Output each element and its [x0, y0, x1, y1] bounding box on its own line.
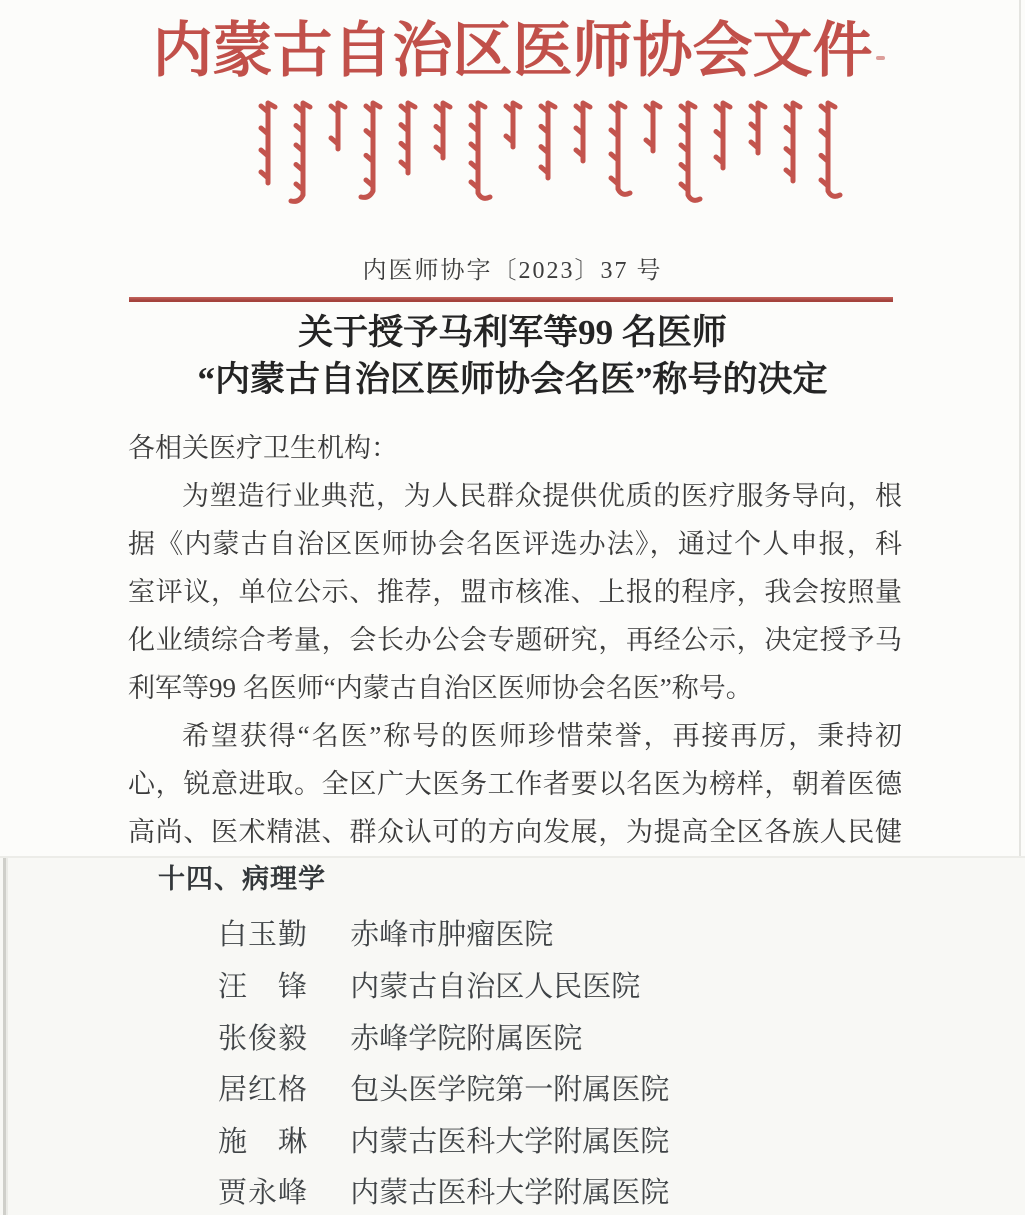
doctor-hospital: 内蒙古医科大学附属医院 — [350, 1177, 670, 1209]
paragraph2-line: 心，锐意进取。全区广大医务工作者要以名医为榜样，朝着医德 — [128, 769, 902, 799]
doctor-row — [218, 1074, 669, 1106]
mongolian-word-glyph — [611, 103, 630, 194]
decision-title-line2: “内蒙古自治区医师协会名医”称号的决定 — [197, 360, 828, 399]
mongolian-word-glyph — [261, 103, 275, 183]
doctor-row — [218, 919, 553, 951]
mongolian-word-glyph — [821, 103, 840, 196]
paragraph2-line: 希望获得“名医”称号的医师珍惜荣誉，再接再厉，秉持初 — [182, 721, 902, 751]
paragraph1-line: 化业绩综合考量，会长办公会专题研究，再经公示，决定授予马 — [128, 625, 902, 655]
mongolian-word-glyph — [751, 103, 765, 153]
document-body — [128, 424, 902, 856]
doctor-row — [218, 1023, 582, 1055]
red-separator-rule — [129, 297, 893, 302]
paragraph1-line: 据《内蒙古自治区医师协会名医评选办法》，通过个人申报，科 — [128, 529, 902, 559]
mongolian-word-glyph — [786, 103, 800, 181]
mongolian-word-glyph — [716, 103, 730, 168]
paragraph1-line: 室评议，单位公示、推荐，盟市核准、上报的程序，我会按照量 — [128, 577, 902, 607]
mongolian-word-glyph — [361, 103, 380, 197]
paragraph1-line: 利军等99 名医师“内蒙古自治区医师协会名医”称号。 — [128, 673, 753, 703]
mongolian-word-glyph — [541, 103, 555, 178]
doctor-hospital: 内蒙古自治区人民医院 — [350, 971, 641, 1003]
mongolian-word-glyph — [331, 103, 345, 149]
doctor-name: 居红格 — [218, 1074, 309, 1106]
doctor-hospital: 赤峰学院附属医院 — [350, 1023, 583, 1055]
doctor-hospital: 包头医学院第一附属医院 — [350, 1074, 670, 1106]
mongolian-word-glyph — [401, 103, 415, 173]
doctor-row — [218, 971, 640, 1003]
mongolian-word-glyph — [471, 103, 490, 198]
paragraph2-line: 高尚、医术精湛、群众认可的方向发展，为提高全区各族人民健 — [128, 817, 902, 847]
doctor-row — [218, 1126, 669, 1158]
mongolian-word-glyph — [646, 103, 660, 151]
doctor-name: 张俊毅 — [218, 1023, 309, 1055]
doctor-name: 施 琳 — [218, 1126, 309, 1158]
mongolian-script-header — [0, 100, 1025, 212]
mongolian-word-glyph — [436, 103, 450, 158]
mongolian-word-glyph — [576, 103, 590, 161]
stray-red-mark — [876, 56, 885, 60]
mongolian-word-glyph — [681, 103, 700, 200]
doctor-name: 白玉勤 — [218, 919, 309, 951]
doctor-name: 贾永峰 — [218, 1177, 309, 1209]
doctor-hospital: 内蒙古医科大学附属医院 — [350, 1126, 670, 1158]
document-number: 内医师协字〔2023〕37 号 — [362, 258, 663, 284]
decision-title — [64, 309, 961, 403]
doctor-row — [218, 1177, 669, 1209]
page-2-segment — [0, 856, 1025, 1215]
page-left-scan-edge-highlight — [6, 858, 8, 1215]
doctor-hospital: 赤峰市肿瘤医院 — [350, 919, 554, 951]
association-document-header: 内蒙古自治区医师协会文件 — [152, 18, 873, 84]
mongolian-word-glyph — [291, 103, 310, 201]
doctor-name: 汪 锋 — [218, 971, 309, 1003]
paragraph1-line: 为塑造行业典范，为人民群众提供优质的医疗服务导向，根 — [182, 481, 902, 511]
salutation-line: 各相关医疗卫生机构： — [128, 433, 398, 463]
decision-title-line1: 关于授予马利军等99 名医师 — [298, 313, 727, 352]
section-heading-pathology: 十四、病理学 — [158, 864, 326, 894]
mongolian-word-glyph — [506, 103, 520, 147]
